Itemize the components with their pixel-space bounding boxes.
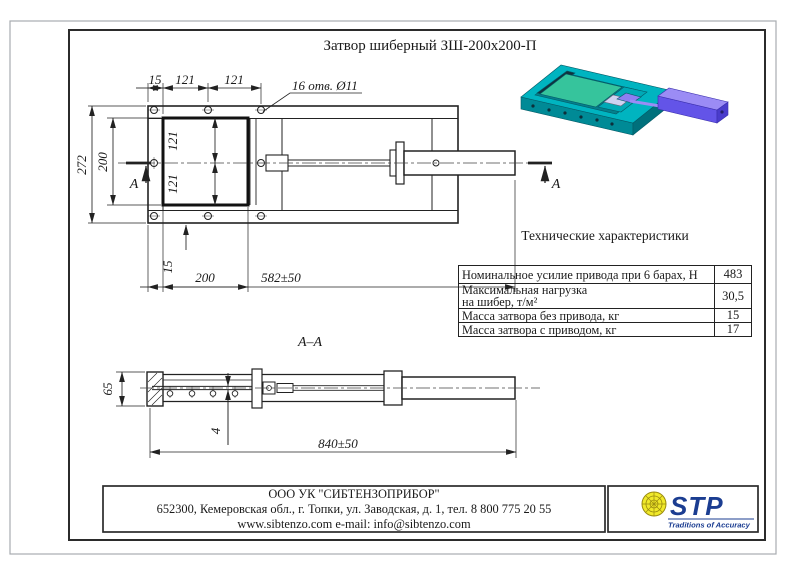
render-cylinder-port: [720, 110, 723, 113]
dim-15-top: 15: [148, 72, 162, 87]
dim-121-inner-a: 121: [165, 131, 180, 151]
dim-4: 4: [208, 427, 223, 435]
logo-emblem-icon: [642, 492, 666, 516]
table-row: [459, 322, 751, 336]
logo-canvas: [608, 486, 758, 532]
spec-label-line1: Максимальная нагрузка: [462, 283, 588, 297]
dim-121-top-b: 121: [224, 72, 244, 87]
company-name: ООО УК "СИБТЕНЗОПРИБОР": [268, 487, 440, 501]
mount-bracket: [252, 369, 262, 408]
logo-tagline: Traditions of Accuracy: [668, 520, 750, 530]
table-row: [459, 283, 751, 308]
dim-272: 272: [74, 155, 89, 175]
spec-value: 15: [726, 308, 740, 322]
spec-label: Номинальное усилие привода при 6 барах, Н: [462, 267, 698, 282]
table-row: [459, 266, 751, 283]
specs-table: [458, 265, 752, 337]
table-row: [459, 308, 751, 322]
company-logo: [608, 486, 758, 532]
title-block-info: [103, 486, 605, 532]
section-label-right: A: [551, 177, 561, 192]
specs-heading: Технические характеристики: [521, 228, 689, 243]
spec-value: 17: [726, 322, 740, 336]
valve-3d-render: [521, 65, 728, 135]
section-view-label: A–A: [297, 335, 323, 350]
section-view: [140, 369, 540, 408]
spec-value: 483: [723, 267, 743, 281]
main-view: [118, 106, 548, 223]
company-contacts: www.sibtenzo.com e-mail: info@sibtenzo.com: [237, 517, 471, 531]
section-label-left: A: [129, 177, 139, 192]
dim-121-top-a: 121: [175, 72, 195, 87]
logo-abbr: STP: [670, 491, 724, 521]
spec-label-line2: на шибер, т/м²: [462, 295, 538, 309]
spec-label: Масса затвора без привода, кг: [462, 308, 620, 323]
dim-65: 65: [100, 382, 115, 396]
dim-200-bottom: 200: [195, 270, 215, 285]
holes-note: 16 отв. Ø11: [292, 78, 358, 93]
dim-15-bottom: 15: [160, 260, 175, 274]
company-address: 652300, Кемеровская обл., г. Топки, ул. Заводская, д. 1, тел. 8 800 775 20 55: [156, 502, 552, 516]
dim-200-left: 200: [95, 152, 110, 172]
dim-121-inner-b: 121: [165, 174, 180, 194]
spec-value: 30,5: [722, 288, 744, 303]
spec-label: Масса затвора с приводом, кг: [462, 322, 617, 337]
dim-840: 840±50: [318, 436, 358, 451]
dim-582: 582±50: [261, 270, 301, 285]
page-title: Затвор шиберный ЗШ-200х200-П: [323, 38, 537, 54]
